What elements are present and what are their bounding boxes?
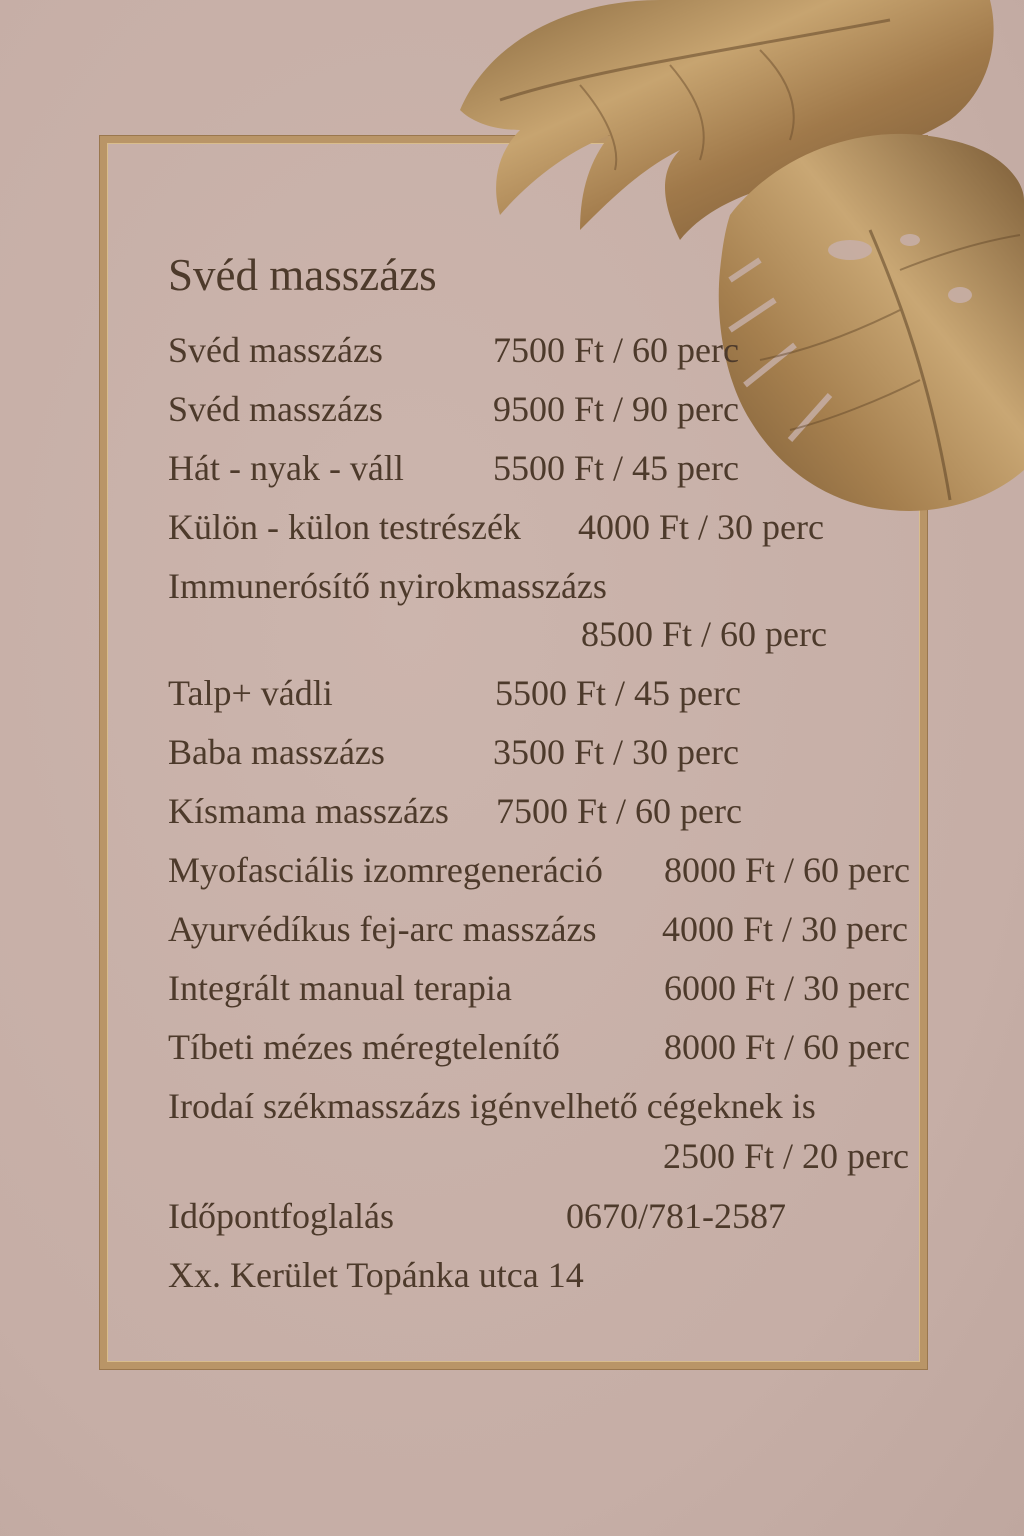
item-price: 5500 Ft / 45 perc [493, 448, 739, 488]
monstera-leaf-icon [430, 0, 1024, 520]
item-price: 8000 Ft / 60 perc [664, 1027, 910, 1067]
item-name: Irodaí székmasszázs igénvelhető cégeknek is [168, 1086, 816, 1126]
item-name: Hát - nyak - váll [168, 448, 404, 488]
item-price: 8500 Ft / 60 perc [581, 614, 827, 654]
item-name: Immunerósítő nyirokmasszázs [168, 566, 607, 606]
item-name: Integrált manual terapia [168, 968, 512, 1008]
item-name: Tíbeti mézes méregtelenítő [168, 1027, 560, 1067]
item-name: Baba masszázs [168, 732, 385, 772]
address: Xx. Kerület Topánka utca 14 [168, 1255, 584, 1295]
item-price: 3500 Ft / 30 perc [493, 732, 739, 772]
menu-title: Svéd masszázs [168, 250, 437, 300]
item-price: 9500 Ft / 90 perc [493, 389, 739, 429]
item-name: Myofasciális izomregeneráció [168, 850, 603, 890]
item-name: Svéd masszázs [168, 389, 383, 429]
item-price: 5500 Ft / 45 perc [495, 673, 741, 713]
item-name: Talp+ vádli [168, 673, 333, 713]
booking-label: Időpontfoglalás [168, 1196, 394, 1236]
item-price: 7500 Ft / 60 perc [493, 330, 739, 370]
item-name: Ayurvédíkus fej-arc masszázs [168, 909, 597, 949]
item-price: 6000 Ft / 30 perc [664, 968, 910, 1008]
item-price: 7500 Ft / 60 perc [496, 791, 742, 831]
phone-number: 0670/781-2587 [566, 1196, 786, 1236]
item-price: 8000 Ft / 60 perc [664, 850, 910, 890]
item-price: 4000 Ft / 30 perc [662, 909, 908, 949]
item-name: Kísmama masszázs [168, 791, 449, 831]
item-name: Külön - külon testrészék [168, 507, 521, 547]
item-price: 4000 Ft / 30 perc [578, 507, 824, 547]
item-name: Svéd masszázs [168, 330, 383, 370]
leaf-front [719, 134, 1024, 511]
item-price: 2500 Ft / 20 perc [663, 1136, 909, 1176]
